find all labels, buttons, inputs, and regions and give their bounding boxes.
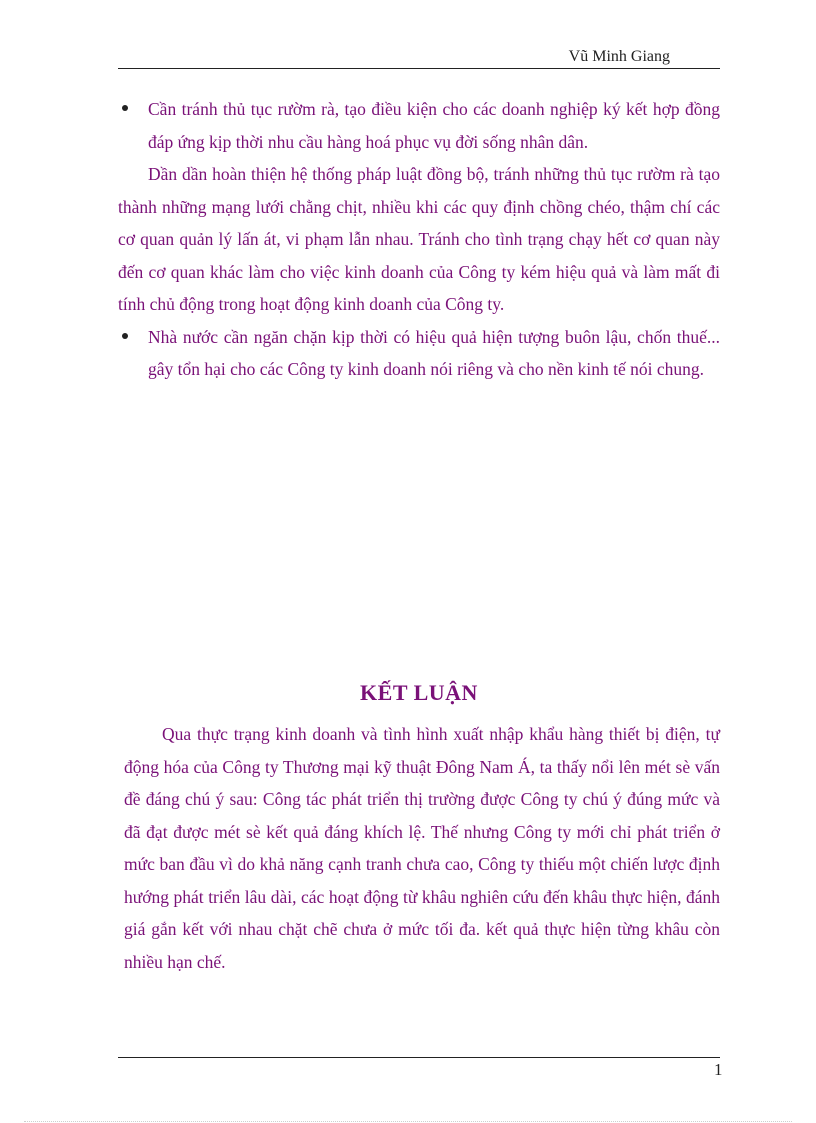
page-number: 1 bbox=[714, 1060, 723, 1079]
page-edge bbox=[24, 1121, 792, 1122]
footer-rule bbox=[118, 1057, 720, 1058]
header-rule bbox=[118, 68, 720, 69]
bullet-item bbox=[118, 93, 720, 158]
header-author: Vũ Minh Giang bbox=[568, 48, 670, 65]
section-title: KẾT LUẬN bbox=[360, 680, 478, 705]
bullet-text: Cần tránh thủ tục rườm rà, tạo điều kiện cho các doanh nghiệp ký kết hợp đồng đáp ứng kịp thời nhu cầu hàng hoá phục vụ đời sống nhân dân. bbox=[148, 99, 720, 152]
paragraph-block bbox=[118, 158, 720, 321]
bullet-item bbox=[118, 321, 720, 386]
bullet-icon bbox=[122, 333, 128, 339]
conclusion-paragraph: Qua thực trạng kinh doanh và tình hình xuất nhập khẩu hàng thiết bị điện, tự động hóa của Công ty Thương mại kỹ thuật Đông Nam Á, ta thấy nổi lên mét sè vấn đề đáng chú ý sau: Công tác phát triển thị trường được Công ty chú ý đúng mức và đã đạt được mét sè kết quả đáng khích lệ. Thế nhưng Công ty mới chỉ phát triển ở mức ban đầu vì do khả năng cạnh tranh chưa cao, Công ty thiếu một chiến lược định hướng phát triển lâu dài, các hoạt động từ khâu nghiên cứu đến khâu thực hiện, đánh giá gắn kết với nhau chặt chẽ chưa ở mức tối đa. kết quả thực hiện từng khâu còn nhiều hạn chế. bbox=[124, 724, 720, 972]
paragraph: Dần dần hoàn thiện hệ thống pháp luật đồng bộ, tránh những thủ tục rườm rà tạo thành những mạng lưới chằng chịt, nhiều khi các quy định chồng chéo, thậm chí các cơ quan quản lý lấn át, vi phạm lẫn nhau. Tránh cho tình trạng chạy hết cơ quan này đến cơ quan khác làm cho việc kinh doanh của Công ty kém hiệu quả và làm mất đi tính chủ động trong hoạt động kinh doanh của Công ty. bbox=[118, 164, 720, 314]
bullet-icon bbox=[122, 105, 128, 111]
body-content bbox=[118, 93, 720, 386]
bullet-text: Nhà nước cần ngăn chặn kịp thời có hiệu quả hiện tượng buôn lậu, chốn thuế... gây tổn hại cho các Công ty kinh doanh nói riêng và cho nền kinh tế nói chung. bbox=[148, 326, 720, 379]
